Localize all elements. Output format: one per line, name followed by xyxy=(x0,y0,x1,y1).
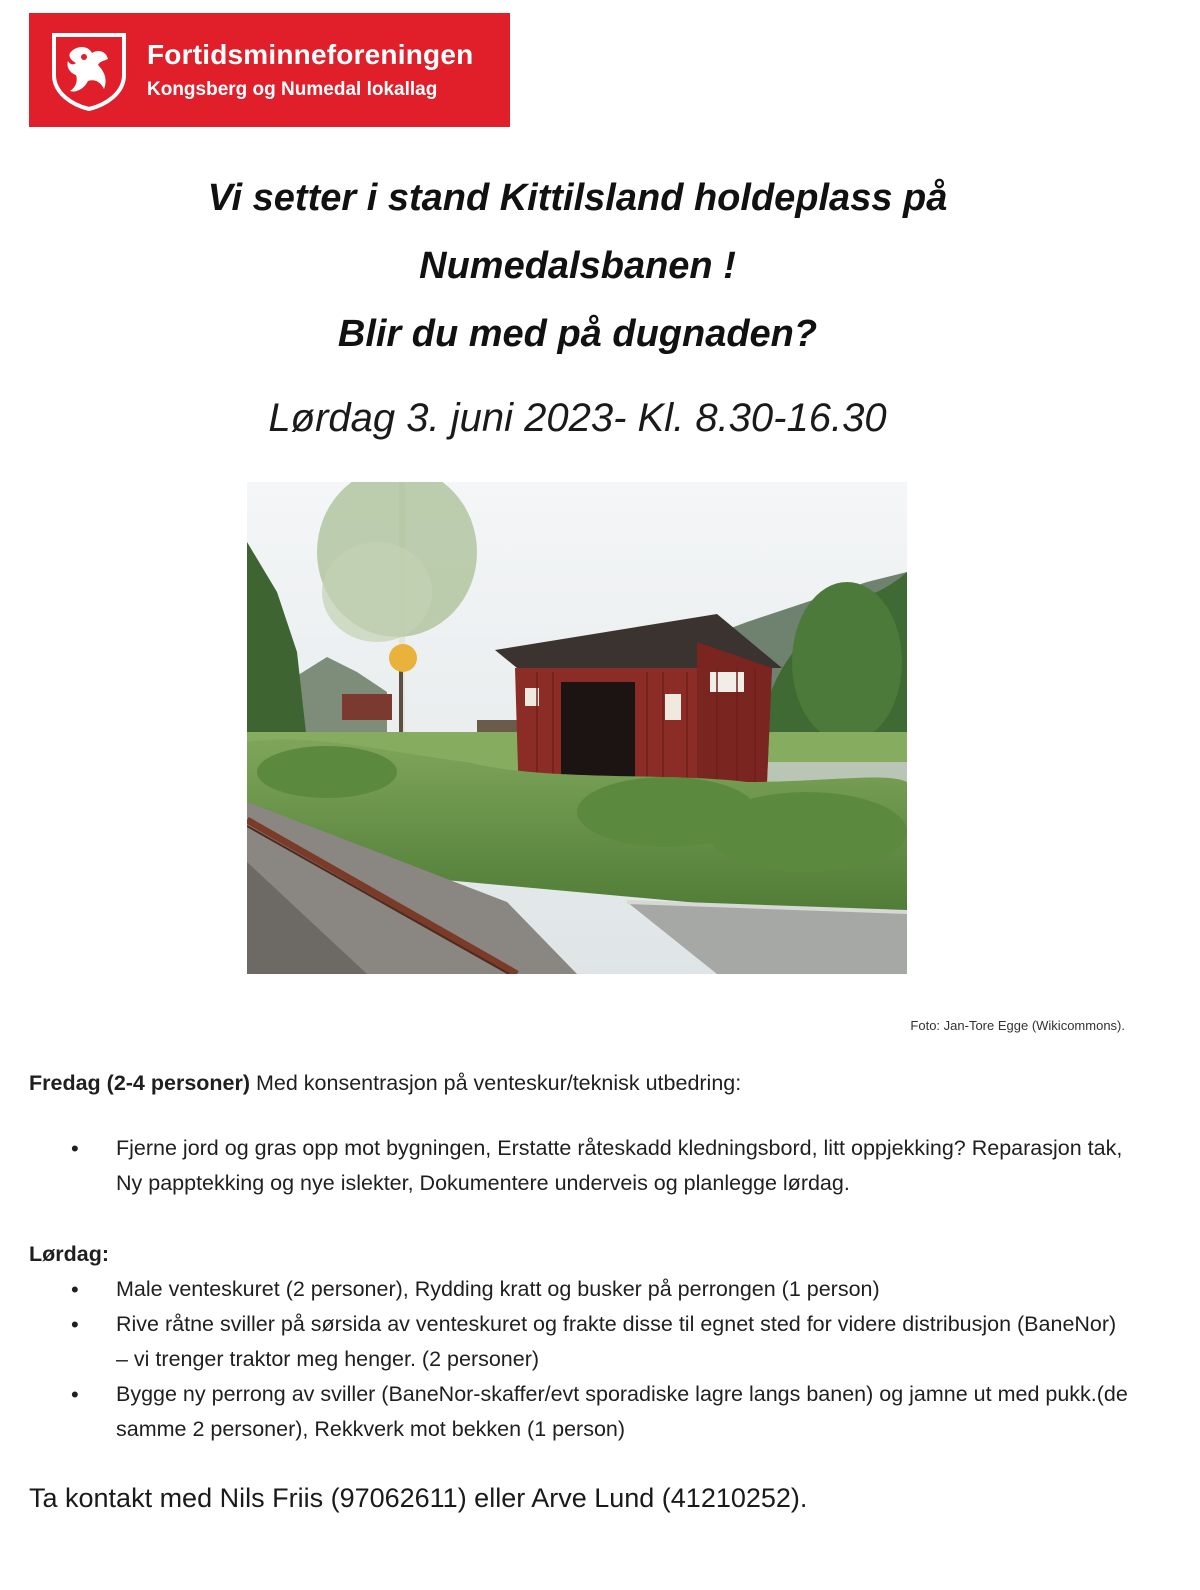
friday-intro xyxy=(29,1066,1139,1101)
title-line-3: Blir du med på dugnaden? xyxy=(337,313,818,355)
organization-subtitle: Kongsberg og Numedal lokallag xyxy=(147,79,438,100)
organization-name: Fortidsminneforeningen xyxy=(147,39,474,70)
page-title xyxy=(0,164,1155,368)
title-line-2: Numedalsbanen ! xyxy=(419,245,736,287)
friday-task-list xyxy=(29,1131,1129,1201)
title-line-1: Vi setter i stand Kittilsland holdeplass på xyxy=(207,177,948,219)
list-item: • Rive råtne sviller på sørsida av venteskuret og frakte disse til egnet sted for videre distribusjon (BaneNor) – vi trenger traktor meg henger. (2 personer) xyxy=(29,1307,1129,1377)
saturday-label: Lørdag: xyxy=(29,1242,110,1266)
organization-logo-banner xyxy=(29,13,510,127)
event-date: Lørdag 3. juni 2023- Kl. 8.30-16.30 xyxy=(268,396,887,440)
list-item: • Bygge ny perrong av sviller (BaneNor-skaffer/evt sporadiske lagre langs banen) og jamne ut med pukk.(de samme 2 personer), Rekkverk mot bekken (1 person) xyxy=(29,1377,1129,1447)
friday-label: Fredag (2-4 personer) xyxy=(29,1071,251,1095)
list-item: • Fjerne jord og gras opp mot bygningen, Erstatte råteskadd kledningsbord, litt oppjekking? Reparasjon tak, Ny papptekking og nye islekter, Dokumentere underveis og planlegge lørdag. xyxy=(29,1131,1129,1201)
contact-info: Ta kontakt med Nils Friis (97062611) eller Arve Lund (41210252). xyxy=(29,1483,808,1513)
friday-text: Med konsentrasjon på venteskur/teknisk utbedring: xyxy=(250,1071,742,1095)
fortidsminneforeningen-emblem-icon xyxy=(48,31,130,111)
list-item: • Male venteskuret (2 personer), Rydding kratt og busker på perrongen (1 person) xyxy=(29,1272,1129,1307)
station-photo-illustration xyxy=(247,482,907,974)
saturday-task-list xyxy=(29,1272,1129,1447)
photo-caption: Foto: Jan-Tore Egge (Wikicommons). xyxy=(910,1018,1125,1033)
station-photo xyxy=(247,482,907,974)
